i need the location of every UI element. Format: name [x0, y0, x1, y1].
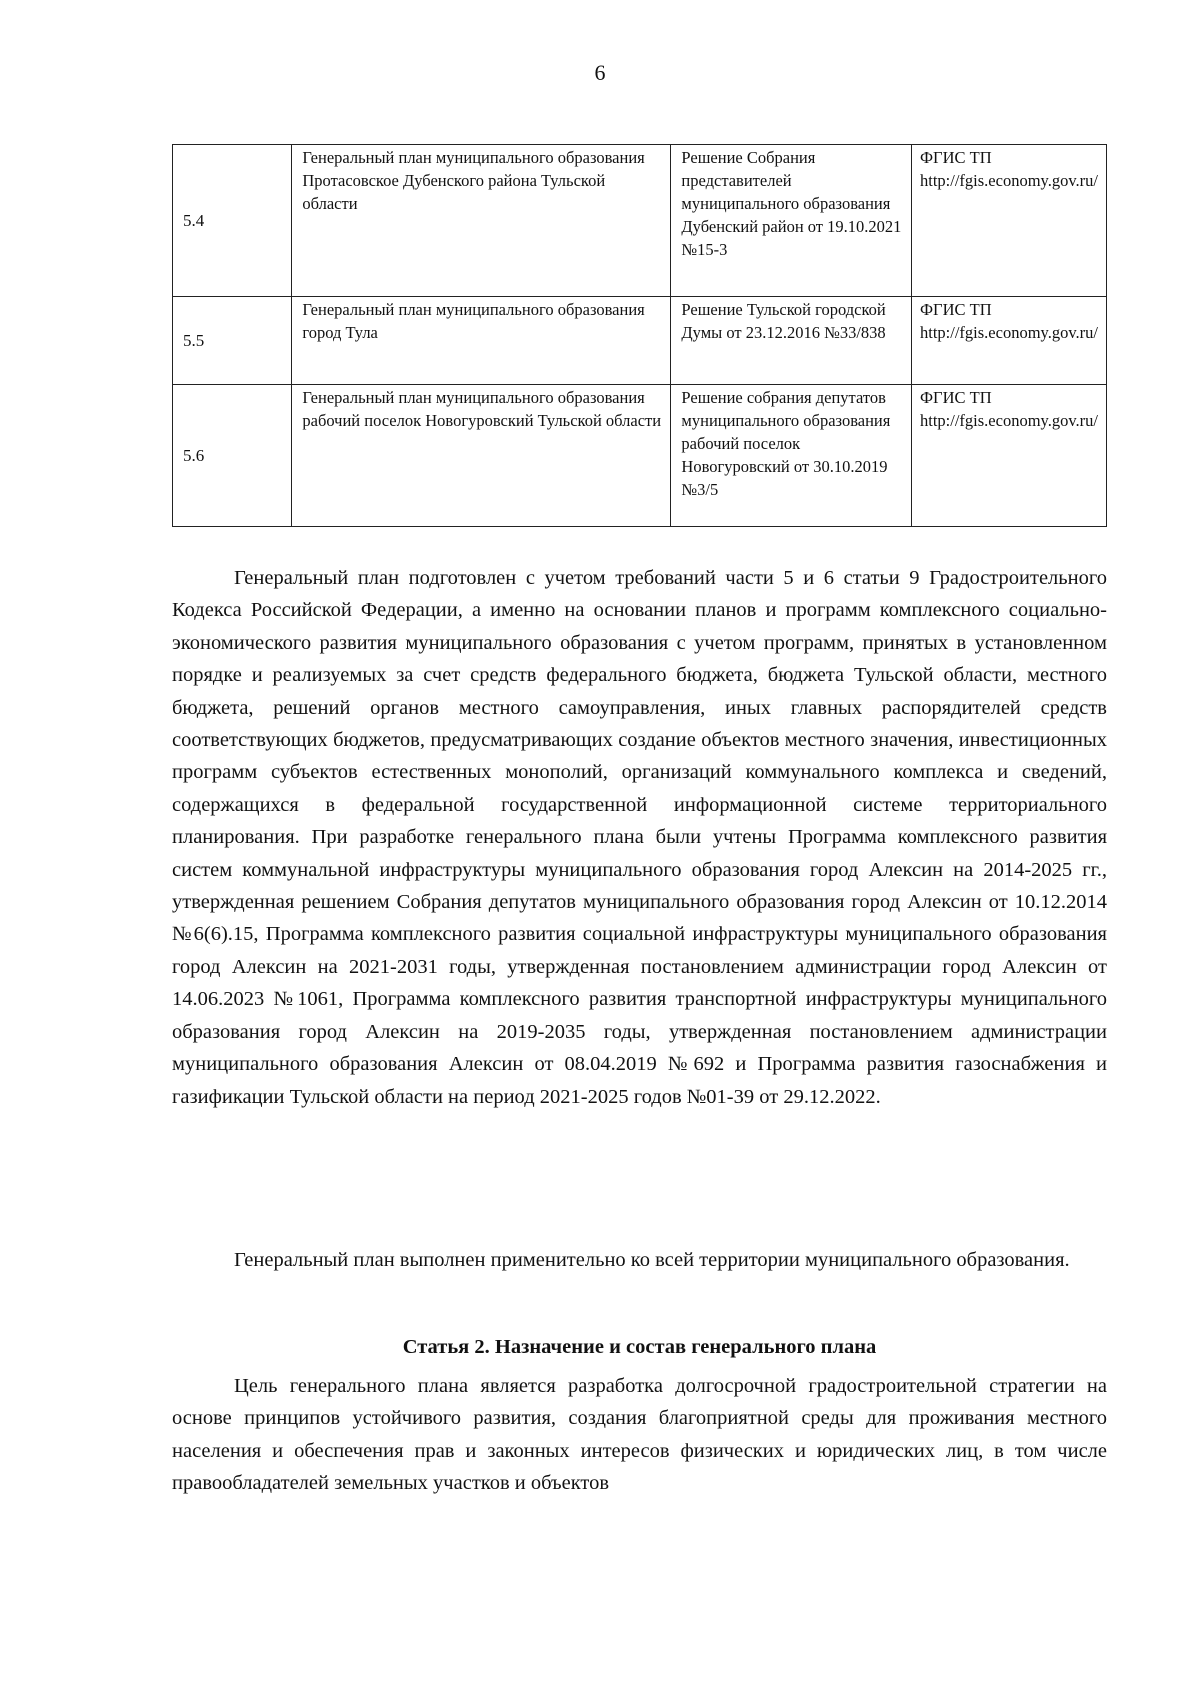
approval-decision: Решение Тульской городской Думы от 23.12.2016 №33/838 — [671, 297, 912, 385]
body-paragraph-requirements — [172, 562, 1107, 1113]
paragraph-text: Цель генерального плана является разработка долгосрочной градостроительной стратегии на основе принципов устойчивого развития, создания благоприятной среды для проживания местного населения и обеспечения прав и законных интересов физических и юридических лиц, в том числе правообладателей земельных участков и объектов — [172, 1375, 1107, 1495]
paragraph-text: Генеральный план подготовлен с учетом требований части 5 и 6 статьи 9 Градостроительного Кодекса Российской Федерации, а именно на основании планов и программ комплексного социально-экономического развития муниципального образования с учетом программ, принятых в установленном порядке и реализуемых за счет средств федерального бюджета, бюджета Тульской области, местного бюджета, решений органов местного самоуправления, иных главных распорядителей средств соответствующих бюджетов, предусматривающих создание объектов местного значения, инвестиционных программ субъектов естественных монополий, организаций коммунального комплекса и сведений, содержащихся в федеральной государственной информационной системе территориального планирования. При разработке генерального плана были учтены Программа комплексного развития систем коммунальной инфраструктуры муниципального образования город Алексин на 2014-2025 гг., утвержденная решением Собрания депутатов муниципального образования город Алексин от 10.12.2014 №6(6).15, Программа комплексного развития социальной инфраструктуры муниципального образования город Алексин на 2021-2031 годы, утвержденная постановлением администрации город Алексин от 14.06.2023 №1061, Программа комплексного развития транспортной инфраструктуры муниципального образования город Алексин на 2019-2035 годы, утвержденная постановлением администрации муниципального образования Алексин от 08.04.2019 №692 и Программа развития газоснабжения и газификации Тульской области на период 2021-2025 годов №01-39 от 29.12.2022. — [172, 567, 1107, 1108]
plan-name: Генеральный план муниципального образования рабочий поселок Новогуровский Тульской области — [292, 385, 671, 527]
approval-decision: Решение собрания депутатов муниципального образования рабочий поселок Новогуровский от 30.10.2019 №3/5 — [671, 385, 912, 527]
general-plans-table — [172, 144, 1107, 527]
body-paragraph-scope — [172, 1244, 1107, 1276]
table-row — [173, 145, 1107, 297]
row-number: 5.5 — [173, 297, 292, 385]
row-number: 5.4 — [173, 145, 292, 297]
source-reference: ФГИС ТП http://fgis.economy.gov.ru/ — [912, 385, 1107, 527]
source-reference: ФГИС ТП http://fgis.economy.gov.ru/ — [912, 145, 1107, 297]
source-reference: ФГИС ТП http://fgis.economy.gov.ru/ — [912, 297, 1107, 385]
plan-name: Генеральный план муниципального образования город Тула — [292, 297, 671, 385]
plan-name: Генеральный план муниципального образования Протасовское Дубенского района Тульской области — [292, 145, 671, 297]
body-paragraph-purpose — [172, 1370, 1107, 1500]
approval-decision: Решение Собрания представителей муниципального образования Дубенский район от 19.10.2021 №15-3 — [671, 145, 912, 297]
table-row — [173, 385, 1107, 527]
row-number: 5.6 — [173, 385, 292, 527]
article-heading: Статья 2. Назначение и состав генерального плана — [402, 1336, 877, 1358]
page-number: 6 — [594, 60, 606, 85]
table-row — [173, 297, 1107, 385]
paragraph-text: Генеральный план выполнен применительно ко всей территории муниципального образования. — [234, 1249, 1070, 1271]
